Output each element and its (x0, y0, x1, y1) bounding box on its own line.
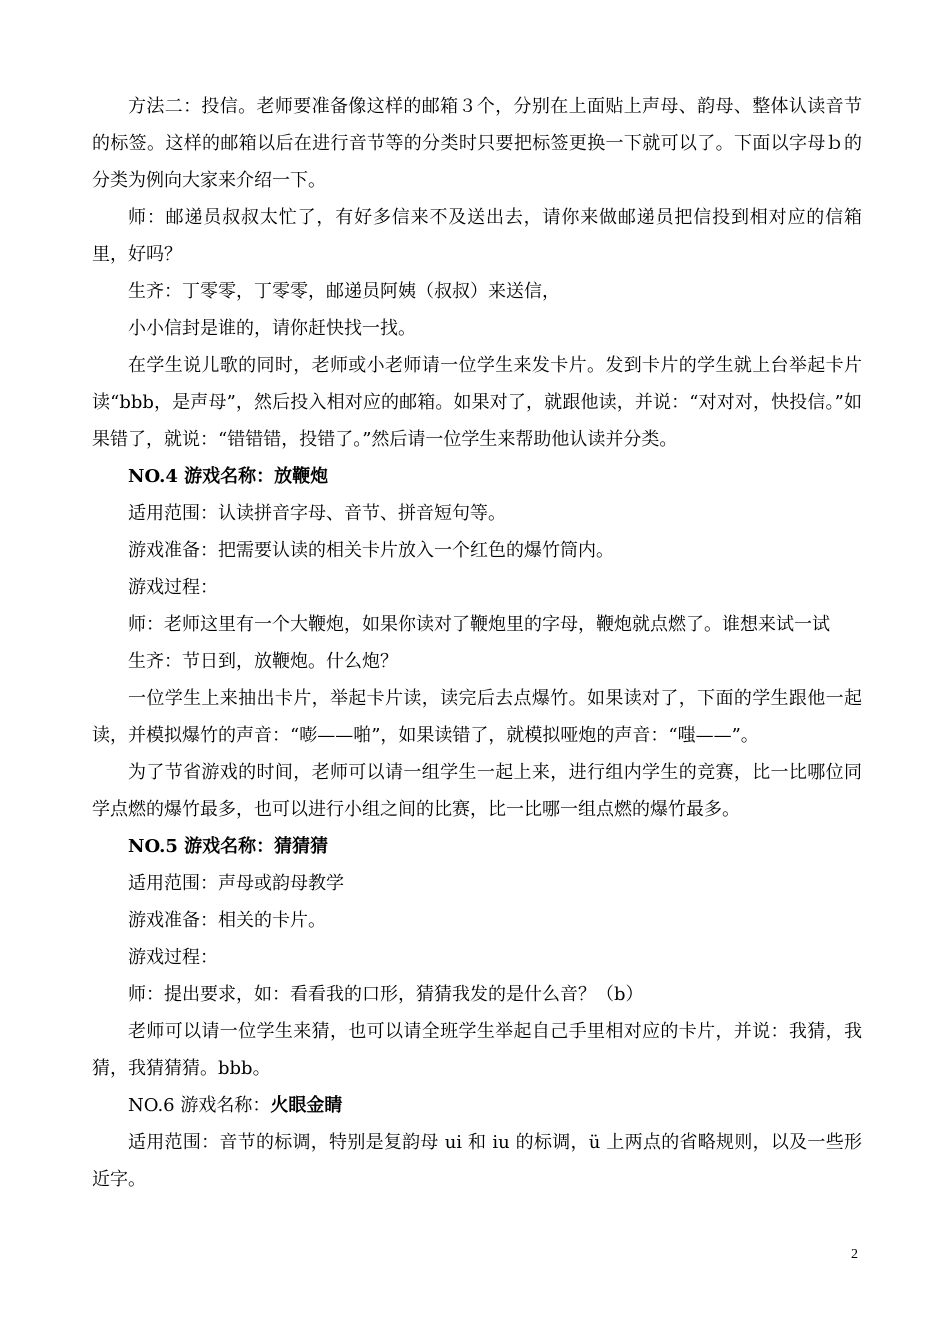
section5-teacher: 师：提出要求，如：看看我的口形，猜猜我发的是什么音？（b） (128, 984, 644, 1005)
document-body (92, 88, 862, 1198)
section-heading-no5: NO.5 游戏名称：猜猜猜 (128, 836, 329, 857)
section4-prep: 游戏准备：把需要认读的相关卡片放入一个红色的爆竹筒内。 (128, 540, 614, 561)
section5-prep: 游戏准备：相关的卡片。 (128, 910, 326, 931)
section4-scope: 适用范围：认读拼音字母、音节、拼音短句等。 (128, 503, 506, 524)
section6-heading-prefix: NO.6 游戏名称： (128, 1095, 271, 1116)
paragraph-students-chant-1: 生齐：丁零零，丁零零，邮递员阿姨（叔叔）来送信， (128, 281, 560, 302)
section6-scope: 适用范围：音节的标调，特别是复韵母 ui 和 iu 的标调，ü 上两点的省略规则，以及一些形近字。 (92, 1132, 862, 1190)
section4-desc-1: 一位学生上来抽出卡片，举起卡片读，读完后去点爆竹。如果读对了，下面的学生跟他一起读，并模拟爆竹的声音：“嘭——啪”，如果读错了，就模拟哑炮的声音：“嗤——”。 (92, 688, 862, 746)
paragraph-mail-process: 在学生说儿歌的同时，老师或小老师请一位学生来发卡片。发到卡片的学生就上台举起卡片读“bbb，是声母”，然后投入相对应的邮箱。如果对了，就跟他读，并说：“对对对，快投信。”如果错了，就说：“错错错，投错了。”然后请一位学生来帮助他认读并分类。 (92, 355, 862, 450)
section4-students: 生齐：节日到，放鞭炮。什么炮？ (128, 651, 398, 672)
section4-desc-2: 为了节省游戏的时间，老师可以请一组学生一起上来，进行组内学生的竞赛，比一比哪位同学点燃的爆竹最多，也可以进行小组之间的比赛，比一比哪一组点燃的爆竹最多。 (92, 762, 862, 820)
paragraph-students-chant-2: 小小信封是谁的，请你赶快找一找。 (128, 318, 416, 339)
section-heading-no4: NO.4 游戏名称：放鞭炮 (128, 466, 329, 487)
section-heading-no6 (92, 1087, 862, 1124)
paragraph-teacher-mail: 师：邮递员叔叔太忙了，有好多信来不及送出去，请你来做邮递员把信投到相对应的信箱里，好吗？ (92, 207, 862, 265)
section4-teacher: 师：老师这里有一个大鞭炮，如果你读对了鞭炮里的字母，鞭炮就点燃了。谁想来试一试 (128, 614, 830, 635)
section5-desc: 老师可以请一位学生来猜，也可以请全班学生举起自己手里相对应的卡片，并说：我猜，我猜，我猜猜猜。bbb。 (92, 1021, 862, 1079)
section6-heading-title: 火眼金睛 (270, 1095, 343, 1116)
section5-scope: 适用范围：声母或韵母教学 (128, 873, 344, 894)
paragraph-method-two: 方法二：投信。老师要准备像这样的邮箱３个，分别在上面贴上声母、韵母、整体认读音节的标签。这样的邮箱以后在进行音节等的分类时只要把标签更换一下就可以了。下面以字母ｂ的分类为例向大家来介绍一下。 (92, 96, 862, 191)
section5-process: 游戏过程： (128, 947, 218, 968)
page-number: 2 (851, 1247, 858, 1262)
section4-process: 游戏过程： (128, 577, 218, 598)
